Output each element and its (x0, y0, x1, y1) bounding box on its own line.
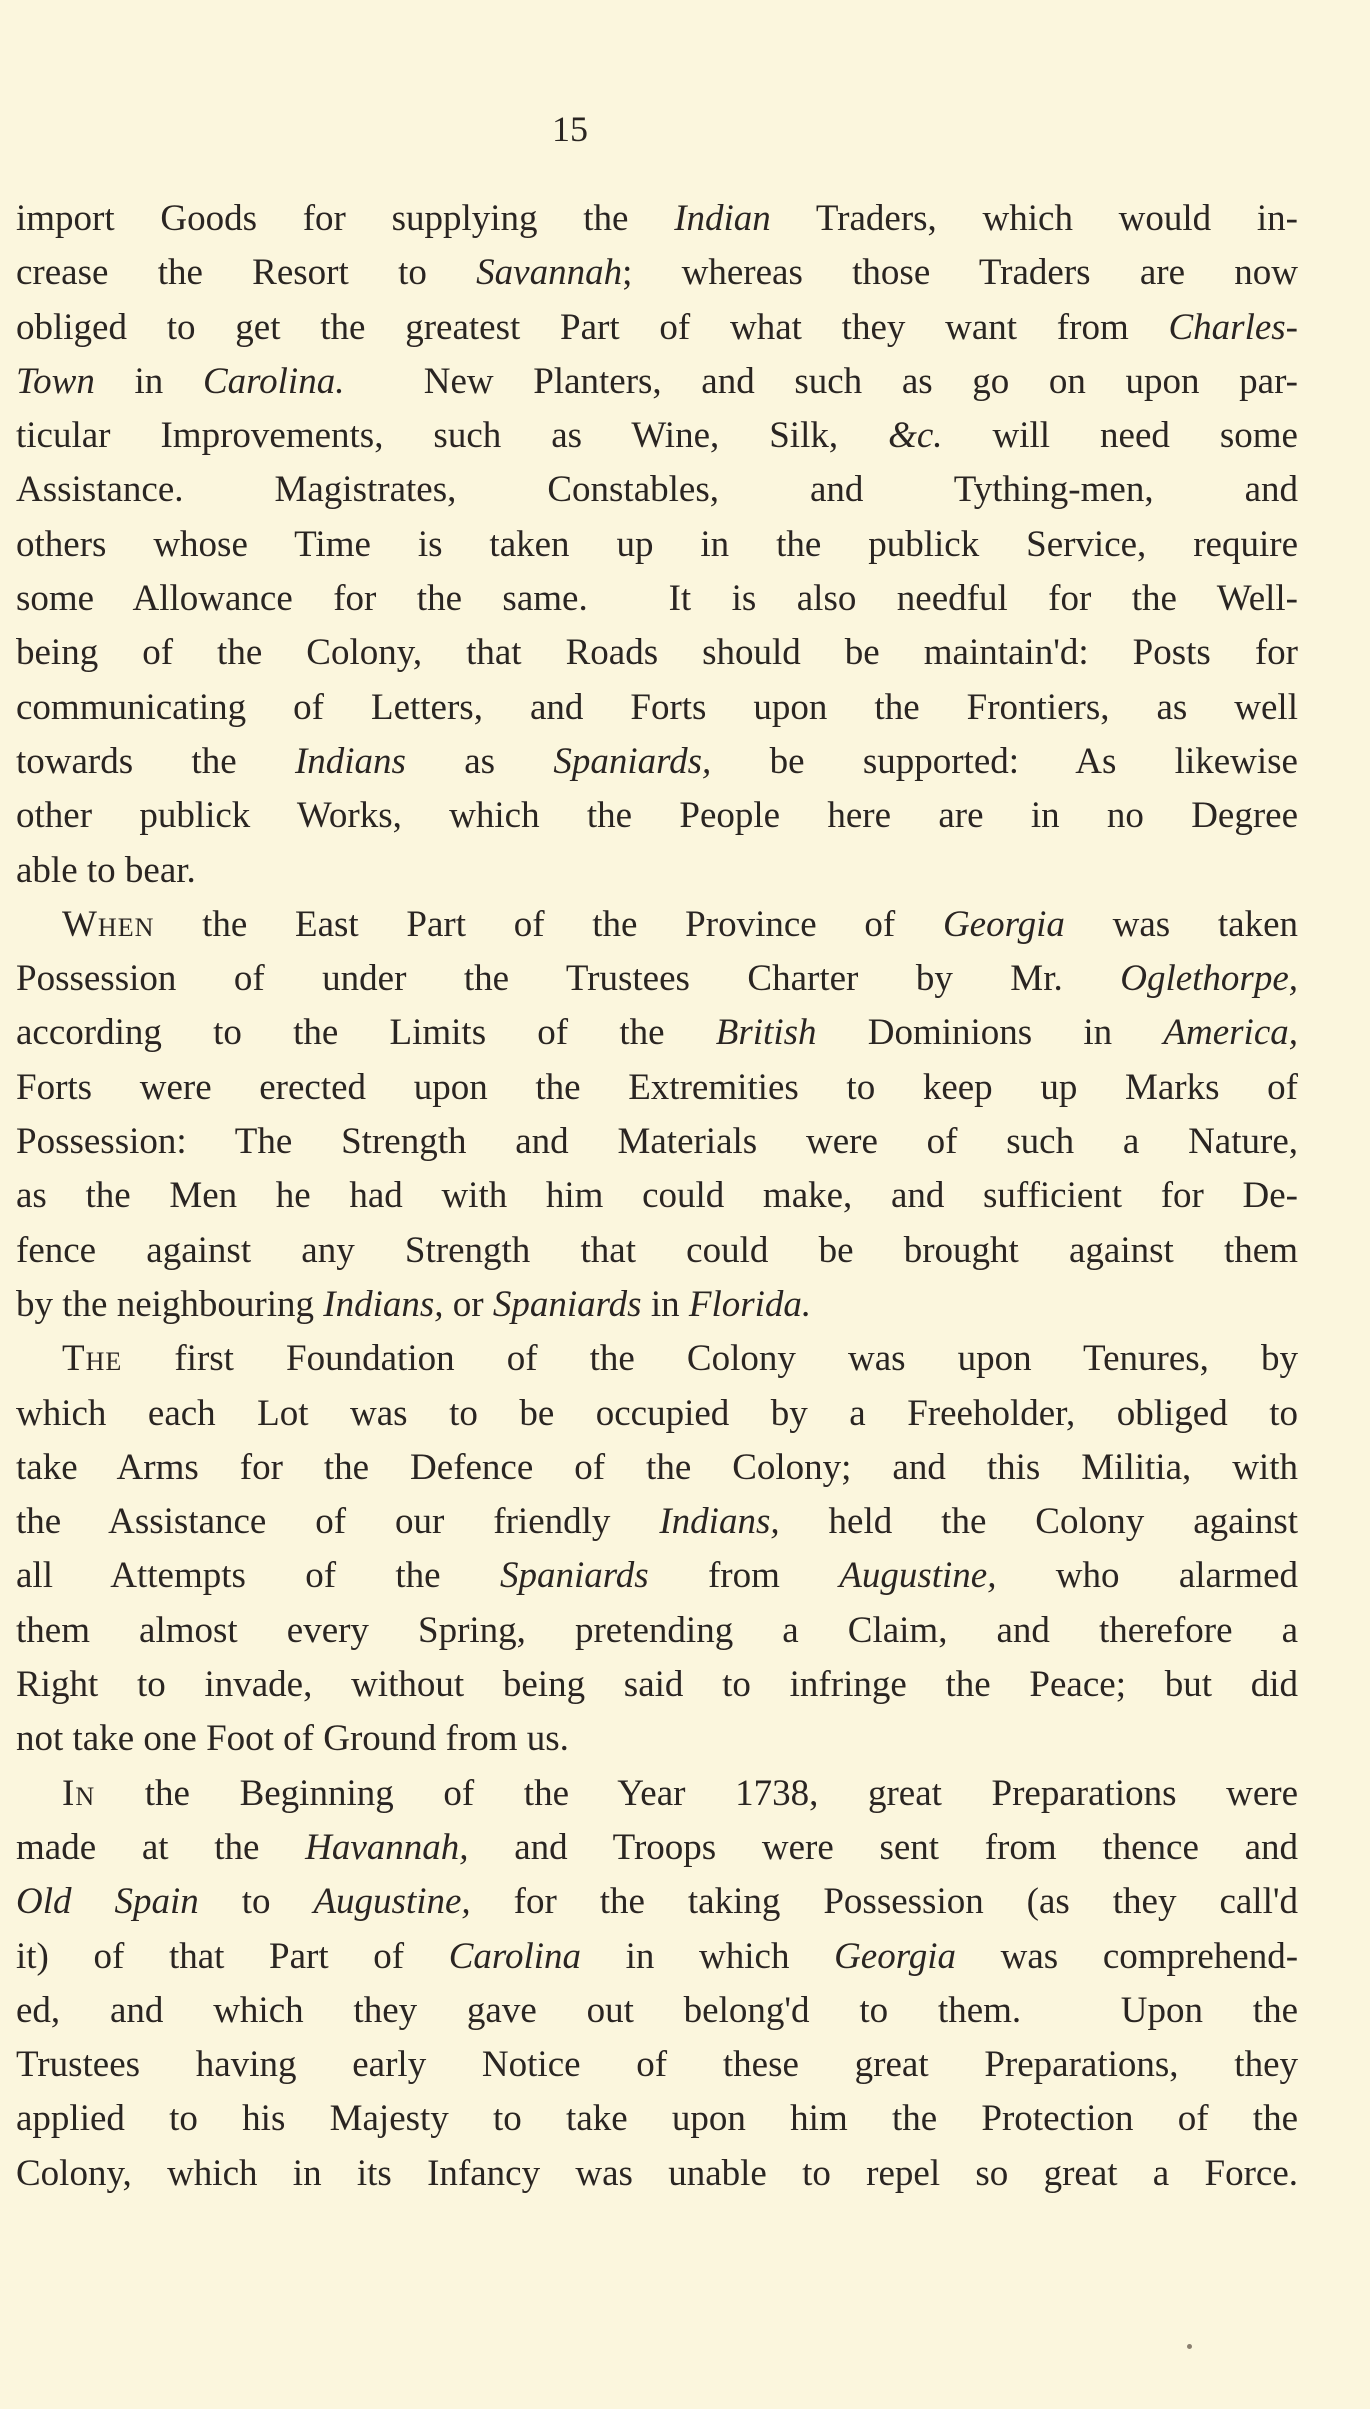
text-line (16, 1061, 1298, 1115)
italic-text: Spaniards (492, 1283, 642, 1325)
italic-text: Havannah, (305, 1826, 469, 1868)
text-segment: communicating of Letters, and Forts upon the Frontiers, as well (16, 686, 1298, 728)
text-segment: who alarmed (996, 1555, 1298, 1597)
text-segment: and Troops were sent from thence and (468, 1826, 1299, 1868)
text-line (16, 2038, 1298, 2092)
text-segment: Colony, which in its Infancy was unable to repel so great a Force. (16, 2152, 1298, 2194)
text-segment: ticular Improvements, such as Wine, Silk, (16, 415, 889, 457)
text-segment: to (198, 1881, 314, 1923)
text-segment: Assistance. Magistrates, Constables, and Tything-men, and (16, 469, 1298, 511)
text-segment: the Beginning of the Year 1738, great Preparations were (95, 1772, 1298, 1814)
italic-text: Charles- (1168, 306, 1298, 348)
italic-text: Augustine, (839, 1555, 997, 1597)
text-line (16, 518, 1298, 572)
text-segment: it) of that Part of (16, 1935, 449, 1977)
text-line (16, 355, 1298, 409)
text-line (16, 572, 1298, 626)
text-segment: according to the Limits of the (16, 1012, 716, 1054)
text-line (16, 1712, 1298, 1766)
italic-text: Savannah (476, 252, 623, 294)
text-segment: some Allowance for the same. It is also needful for the Well- (16, 578, 1298, 620)
small-caps-text: The (62, 1338, 123, 1380)
page-number: 15 (552, 109, 588, 149)
text-line (16, 626, 1298, 680)
italic-text: Florida. (688, 1283, 812, 1325)
text-segment: which each Lot was to be occupied by a Freeholder, obliged to (16, 1392, 1298, 1434)
text-segment: Traders, which would in- (770, 198, 1298, 239)
italic-text: America, (1163, 1012, 1298, 1054)
text-line (16, 1930, 1298, 1984)
italic-text: British (715, 1012, 817, 1054)
paper-speck (1187, 2344, 1192, 2349)
text-segment: was comprehend- (956, 1935, 1299, 1977)
italic-text: &c. (888, 415, 943, 457)
text-line (16, 2092, 1298, 2146)
text-line (16, 1658, 1298, 1712)
text-segment: by the neighbouring (16, 1283, 324, 1325)
text-segment: ; whereas those Traders are now (622, 252, 1298, 294)
italic-text: Augustine, (313, 1881, 471, 1923)
text-line (16, 1224, 1298, 1278)
text-line (16, 1875, 1298, 1929)
italic-text: Spaniards, (553, 740, 712, 782)
text-segment: other publick Works, which the People here are in no Degree (16, 795, 1298, 837)
text-segment: fence against any Strength that could be brought against them (16, 1229, 1298, 1271)
text-line (16, 192, 1298, 246)
text-line (16, 1495, 1298, 1549)
text-line (16, 1821, 1298, 1875)
text-segment: for the taking Possession (as they call'd (470, 1881, 1299, 1923)
small-caps-text: In (62, 1772, 96, 1814)
text-line (16, 2147, 1298, 2201)
text-segment: held the Colony against (779, 1501, 1298, 1543)
text-line (16, 1441, 1298, 1495)
italic-text: Town (16, 360, 95, 402)
italic-text: Indians, (323, 1283, 444, 1325)
text-segment: obliged to get the greatest Part of what they want from (16, 306, 1169, 348)
text-segment: import Goods for supplying the (16, 198, 675, 239)
italic-text: Old Spain (16, 1881, 199, 1923)
text-line (16, 1278, 1298, 1332)
italic-text: Carolina (448, 1935, 581, 1977)
text-line (16, 1984, 1298, 2038)
text-segment: being of the Colony, that Roads should be maintain'd: Posts for (16, 632, 1298, 674)
italic-text: Indians, (659, 1501, 780, 1543)
text-line (16, 1115, 1298, 1169)
text-segment: in (94, 360, 203, 402)
italic-text: Indian (674, 198, 771, 239)
text-segment: Possession: The Strength and Materials were of such a Nature, (16, 1121, 1298, 1163)
text-line (16, 409, 1298, 463)
text-line (16, 246, 1298, 300)
text-segment: be supported: As likewise (711, 740, 1298, 782)
text-line (16, 1604, 1298, 1658)
text-segment: made at the (16, 1826, 306, 1868)
text-line (16, 301, 1298, 355)
text-line (16, 898, 1298, 952)
text-segment: first Foundation of the Colony was upon Tenures, by (122, 1338, 1298, 1380)
text-segment: Right to invade, without being said to infringe the Peace; but did (16, 1664, 1298, 1706)
text-segment: applied to his Majesty to take upon him the Protection of the (16, 2098, 1298, 2140)
italic-text: Georgia (834, 1935, 957, 1977)
text-segment: able to bear. (16, 849, 196, 891)
italic-text: Carolina. (202, 360, 345, 402)
text-segment: others whose Time is taken up in the publick Service, require (16, 523, 1298, 565)
text-segment: as the Men he had with him could make, and sufficient for De- (16, 1175, 1298, 1217)
italic-text: Oglethorpe, (1120, 958, 1298, 1000)
text-line (16, 1549, 1298, 1603)
text-segment: Forts were erected upon the Extremities to keep up Marks of (16, 1066, 1298, 1108)
text-segment: all Attempts of the (16, 1555, 500, 1597)
text-segment: in (641, 1283, 689, 1325)
italic-text: Georgia (942, 903, 1065, 945)
text-segment: was taken (1064, 903, 1299, 945)
text-line (16, 1006, 1298, 1060)
text-line (16, 789, 1298, 843)
text-line (16, 952, 1298, 1006)
text-line (16, 1169, 1298, 1223)
text-line (16, 1387, 1298, 1441)
text-segment: the East Part of the Province of (154, 903, 943, 945)
text-line (16, 463, 1298, 517)
text-line (16, 735, 1298, 789)
text-segment: towards the (16, 740, 295, 782)
small-caps-text: When (62, 903, 155, 945)
text-line (16, 844, 1298, 898)
text-segment: ed, and which they gave out belong'd to them. Upon the (16, 1989, 1298, 2031)
text-segment: from (648, 1555, 840, 1597)
text-line (16, 1332, 1298, 1386)
text-segment: as (405, 740, 554, 782)
page-body-text (16, 192, 1298, 2201)
text-segment: New Planters, and such as go on upon par- (344, 360, 1298, 402)
italic-text: Spaniards (499, 1555, 649, 1597)
text-segment: will need some (942, 415, 1298, 457)
italic-text: Indians (294, 740, 406, 782)
text-segment: in which (581, 1935, 835, 1977)
text-segment: them almost every Spring, pretending a Claim, and therefore a (16, 1609, 1298, 1651)
text-segment: the Assistance of our friendly (16, 1501, 660, 1543)
text-segment: Dominions in (816, 1012, 1164, 1054)
text-segment: not take one Foot of Ground from us. (16, 1718, 569, 1760)
text-segment: Trustees having early Notice of these great Preparations, they (16, 2044, 1298, 2086)
text-segment: Possession of under the Trustees Charter by Mr. (16, 958, 1121, 1000)
text-line (16, 1767, 1298, 1821)
text-segment: take Arms for the Defence of the Colony; and this Militia, with (16, 1446, 1298, 1488)
text-segment: crease the Resort to (16, 252, 477, 294)
text-line (16, 681, 1298, 735)
text-segment: or (443, 1283, 493, 1325)
